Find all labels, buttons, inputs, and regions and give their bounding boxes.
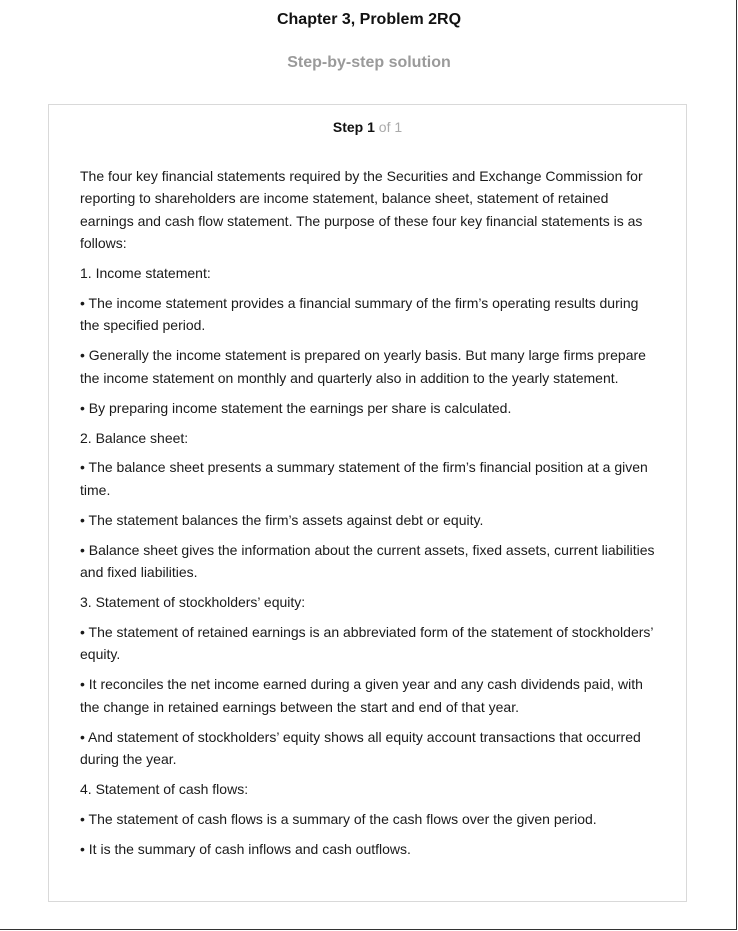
bullet-item: • The statement of cash flows is a summary of the cash flows over the given period. (80, 810, 597, 827)
solution-card (48, 104, 687, 902)
step-total: of 1 (378, 119, 403, 135)
bullet-item: • It is the summary of cash inflows and cash outflows. (80, 840, 411, 857)
section-heading-stockholders-equity: 3. Statement of stockholders’ equity: (80, 594, 306, 610)
step-number: 1 (367, 119, 375, 135)
bullet-item: • The statement of retained earnings is an abbreviated form of the statement of stockholders’ equity. (80, 623, 653, 663)
bullet-item: • And statement of stockholders’ equity shows all equity account transactions that occurred during the year. (80, 728, 641, 767)
step-header (49, 119, 686, 135)
solution-subtitle: Step-by-step solution (287, 54, 451, 71)
bullet-item: • By preparing income statement the earnings per share is calculated. (80, 399, 512, 416)
section-heading-income-statement: 1. Income statement: (80, 265, 211, 282)
bullet-item: • Balance sheet gives the information about the current assets, fixed assets, current liabilities and fixed liabilities. (80, 541, 655, 581)
section-heading-cash-flows: 4. Statement of cash flows: (80, 780, 249, 797)
bullet-item: • The statement balances the firm’s assets against debt or equity. (80, 511, 484, 528)
bullet-item: • Generally the income statement is prepared on yearly basis. But many large firms prepare the income statement on monthly and quarterly also in addition to the yearly statement. (80, 347, 646, 386)
solution-content (80, 165, 660, 868)
section-heading-balance-sheet: 2. Balance sheet: (80, 429, 189, 446)
bullet-item: • The balance sheet presents a summary statement of the firm’s financial position at a given time. (80, 459, 648, 498)
step-label: Step (332, 119, 364, 135)
page-title: Chapter 3, Problem 2RQ (276, 11, 462, 28)
bullet-item: • It reconciles the net income earned during a given year and any cash dividends paid, with the change in retained earnings between the start and end of that year. (80, 676, 643, 715)
bullet-item: • The income statement provides a financial summary of the firm’s operating results during the specified period. (80, 295, 639, 334)
intro-paragraph: The four key financial statements required by the Securities and Exchange Commission for reporting to shareholders are income statement, balance sheet, statement of retained earnings and cash flow statement. The purpose of these four key financial statements is as follows: (80, 168, 643, 252)
